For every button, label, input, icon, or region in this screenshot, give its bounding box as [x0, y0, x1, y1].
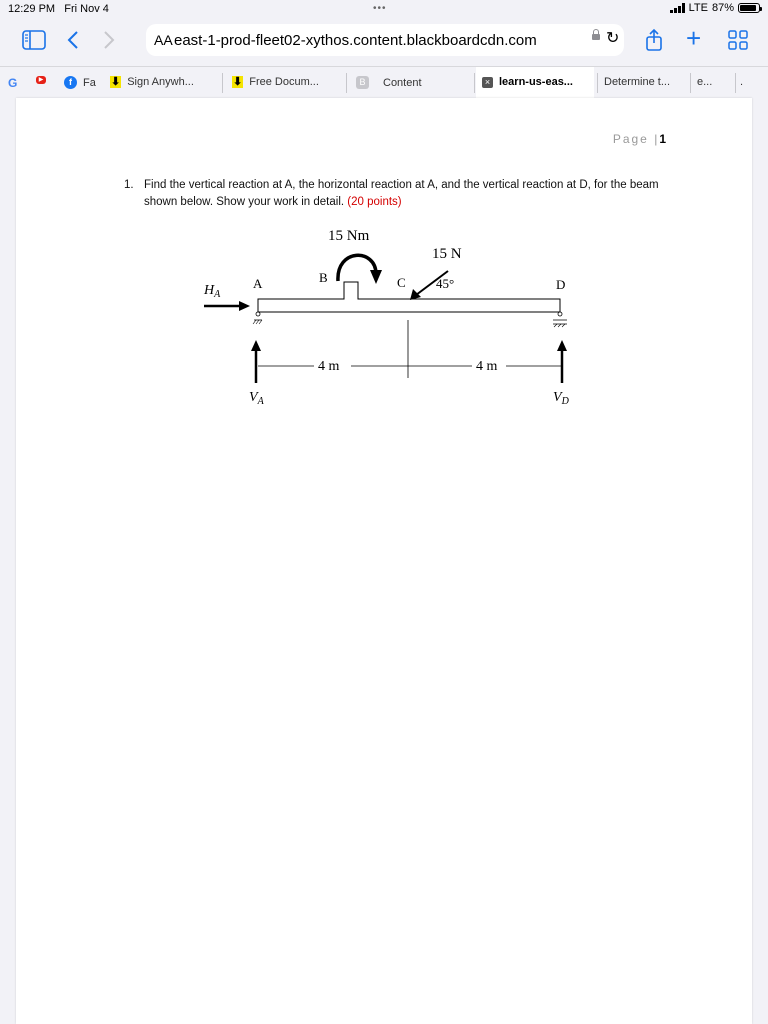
tab-overview-button[interactable] [728, 30, 748, 54]
forward-button[interactable] [102, 30, 116, 54]
tab-label: e... [697, 76, 713, 88]
page-label: Page [612, 132, 649, 146]
point-c-label: C [397, 275, 406, 290]
status-time-date [8, 3, 109, 15]
point-a-label: A [253, 276, 263, 291]
moment-arrowhead [370, 270, 382, 284]
bookmark-label: Sign Anywh... [127, 76, 194, 88]
ha-arrowhead [239, 301, 250, 311]
signal-icon [670, 3, 685, 13]
question-number: 1. [124, 179, 134, 191]
tab-more[interactable] [740, 76, 743, 88]
ha-label-main: H [204, 283, 215, 298]
status-bar [0, 0, 768, 20]
pin-support-a [256, 312, 260, 316]
battery-percent: 87% [711, 2, 734, 14]
ground-d [553, 320, 567, 324]
va-label [249, 390, 265, 407]
point-b-label: B [319, 270, 328, 285]
va-label-sub: A [257, 396, 264, 407]
tab-label: Determine t... [604, 76, 671, 88]
tab-label: learn-us-eas... [499, 76, 573, 88]
address-bar[interactable] [146, 24, 624, 56]
close-icon[interactable]: × [482, 77, 493, 88]
force-arrowhead [410, 289, 421, 300]
page-number-value: 1 [659, 132, 666, 146]
battery-icon [738, 3, 760, 13]
ground-hatch-d [554, 324, 565, 327]
bookmark-content[interactable] [356, 76, 422, 89]
reader-options-button[interactable]: AA [154, 32, 173, 48]
divider [597, 73, 598, 93]
divider [690, 73, 691, 93]
reload-icon[interactable]: ↻ [606, 30, 620, 47]
multitask-dots-icon[interactable]: ••• [373, 3, 387, 14]
va-arrowhead [251, 340, 261, 351]
ha-label [203, 283, 221, 300]
divider [346, 73, 347, 93]
bookmark-label: Fa [83, 76, 96, 89]
google-icon[interactable]: G [8, 76, 18, 90]
point-d-label: D [556, 277, 566, 292]
tab-determine[interactable] [604, 76, 670, 88]
vd-label-main: V [553, 390, 562, 405]
tab-learn-us-east[interactable] [476, 67, 594, 98]
bookmark-facebook[interactable] [64, 76, 96, 89]
ha-label-sub: A [214, 289, 221, 300]
beam-diagram [16, 98, 752, 1024]
network-label: LTE [688, 2, 708, 14]
back-button[interactable] [66, 30, 80, 54]
status-time: 12:29 PM [8, 3, 56, 15]
bookmark-free-documents[interactable] [232, 76, 319, 88]
download-icon: ⬇ [111, 76, 121, 88]
url-text[interactable]: east-1-prod-fleet02-xythos.content.blackboardcdn.com [174, 32, 537, 49]
points-label: (20 points) [347, 196, 402, 208]
bookmark-label: Free Docum... [249, 76, 319, 88]
bookmarks-bar [0, 66, 768, 99]
vd-arrowhead [557, 340, 567, 351]
status-right [670, 2, 760, 14]
dimension-left-label: 4 m [318, 359, 340, 374]
lock-icon [592, 34, 600, 40]
bookmark-label: Content [383, 76, 422, 89]
moment-label: 15 Nm [328, 228, 370, 244]
youtube-icon[interactable]: ▶ [36, 76, 46, 84]
force-label: 15 N [432, 246, 462, 262]
moment-arrow [338, 255, 376, 281]
tab-e[interactable] [697, 76, 712, 88]
facebook-icon: f [64, 76, 77, 89]
share-button[interactable] [644, 28, 664, 56]
beam [258, 282, 560, 312]
bookmark-sign-anywhere[interactable] [110, 76, 194, 88]
divider [474, 73, 475, 93]
new-tab-button[interactable]: + [686, 23, 702, 53]
divider [222, 73, 223, 93]
roller-support-d [558, 312, 562, 316]
va-label-main: V [249, 390, 258, 405]
divider [735, 73, 736, 93]
vd-label-sub: D [561, 396, 569, 407]
question-text: Find the vertical reaction at A, the horizontal reaction at A, and the vertical reaction at D, for the beam shown below. Show your work in detail. [144, 179, 659, 208]
vd-label [553, 390, 570, 407]
tab-label: . [740, 76, 744, 88]
dimension-right-label: 4 m [476, 359, 498, 374]
angle-label: 45° [436, 276, 455, 291]
page-separator: | [654, 132, 660, 146]
document-page [16, 98, 752, 1024]
status-date: Fri Nov 4 [64, 3, 109, 15]
sidebar-icon[interactable] [22, 30, 46, 54]
ground-hatch-a [253, 320, 262, 324]
download-icon: ⬇ [233, 76, 243, 88]
browser-toolbar [0, 20, 768, 64]
blackboard-icon: B [356, 76, 369, 89]
